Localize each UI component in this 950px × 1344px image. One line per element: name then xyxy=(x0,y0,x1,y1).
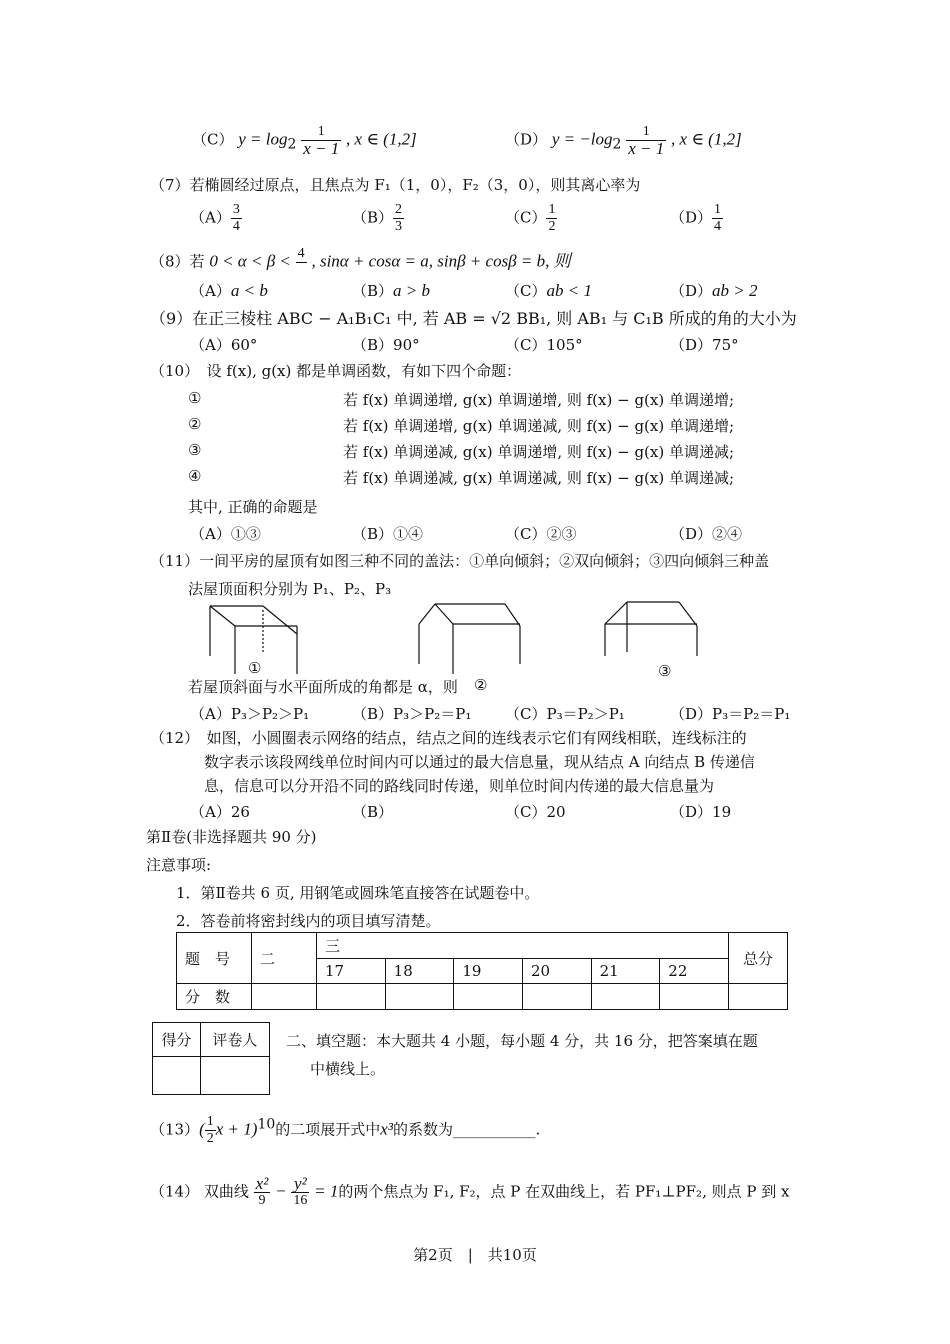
q10-proposition-2: 若 f(x) 单调递增, g(x) 单调递减, 则 f(x) − g(x) 单调递增; xyxy=(343,417,735,435)
q9-stem: （9）在正三棱柱 ABC − A₁B₁C₁ 中, 若 AB = √2 BB₁, 则 AB₁ 与 C₁B 所成的角的大小为 xyxy=(150,309,797,328)
q13-answer-blank[interactable]: ___________. xyxy=(452,1120,541,1139)
q10-marker-1: ① xyxy=(188,389,202,407)
q12-line1: （12） 如图，小圆圈表示网络的结点，结点之间的连线表示它们有网线相联，连线标注的 xyxy=(150,729,747,747)
part2-notice: 注意事项: xyxy=(146,856,212,874)
score-table-sub-col: 18 xyxy=(385,959,454,984)
score-table-total: 总分 xyxy=(729,933,788,984)
q10-conclusion: 其中, 正确的命题是 xyxy=(188,498,318,516)
q11-option-c: （C）P₃＝P₂＞P₁ xyxy=(505,705,625,723)
score-cell[interactable] xyxy=(729,984,788,1010)
q7-option-c: （C） $\frac{1}{2}$ xyxy=(505,202,556,234)
q7-option-a: （A） $\frac{3}{4}$ xyxy=(190,202,240,234)
q12-option-b: （B） xyxy=(352,803,394,821)
roof-figure-four-slope xyxy=(605,602,697,656)
score-table-sub-col: 20 xyxy=(522,959,591,984)
q6-option-d: （D） $y = -\log_2$ $\frac{1}{x - 1}$ , x ∈ (1,2] xyxy=(505,124,742,158)
q11-option-a: （A）P₃＞P₂＞P₁ xyxy=(190,705,310,723)
q7-option-d: （D） $\frac{1}{4}$ xyxy=(670,202,722,234)
grader-reviewer-cell[interactable] xyxy=(200,1057,269,1095)
q11-fig3-label: ③ xyxy=(658,662,672,680)
score-table xyxy=(176,932,788,1010)
grader-reviewer-label: 评卷人 xyxy=(200,1023,269,1057)
score-cell[interactable] xyxy=(660,984,729,1010)
q10-marker-2: ② xyxy=(188,415,202,433)
q9-option-a: （A）60° xyxy=(190,336,258,354)
q10-option-d: （D）②④ xyxy=(670,525,743,543)
q11-stem-line2: 法屋顶面积分别为 P₁、P₂、P₃ xyxy=(188,580,392,598)
q7-stem: （7）若椭圆经过原点，且焦点为 F₁（1，0），F₂（3，0），则其离心率为 xyxy=(150,176,641,194)
q12-option-c: （C）20 xyxy=(505,803,566,821)
section2-heading-line2: 中横线上。 xyxy=(310,1060,386,1078)
q11-option-d: （D）P₃＝P₂＝P₁ xyxy=(670,705,791,723)
q12-option-a: （A）26 xyxy=(190,803,250,821)
q11-fig2-label: ② xyxy=(474,676,488,694)
q10-option-b: （B）①④ xyxy=(352,525,424,543)
grader-score-label: 得分 xyxy=(153,1023,201,1057)
score-table-col-two: 二 xyxy=(252,933,317,984)
score-table-col-three: 三 xyxy=(317,933,729,959)
q8-option-b: （B）a > b xyxy=(352,281,431,300)
part2-note1: 1．第Ⅱ卷共 6 页, 用钢笔或圆珠笔直接答在试题卷中。 xyxy=(176,884,540,902)
roof-figure-double-slope xyxy=(419,604,520,674)
q10-stem: （10） 设 f(x), g(x) 都是单调函数，有如下四个命题： xyxy=(150,362,522,380)
q10-option-a: （A）①③ xyxy=(190,525,261,543)
q11-roof-figures xyxy=(195,596,735,676)
score-cell[interactable] xyxy=(385,984,454,1010)
q10-marker-4: ④ xyxy=(188,467,202,485)
q12-line3: 息，信息可以分开沿不同的路线同时传递，则单位时间内传递的最大信息量为 xyxy=(204,777,715,795)
q10-marker-3: ③ xyxy=(188,441,202,459)
score-cell[interactable] xyxy=(454,984,523,1010)
score-table-sub-col: 19 xyxy=(454,959,523,984)
q9-option-b: （B）90° xyxy=(352,336,420,354)
q10-proposition-4: 若 f(x) 单调递减, g(x) 单调递减, 则 f(x) − g(x) 单调递减; xyxy=(343,469,735,487)
q13: （13）( $\frac{1}{2}$ x + 1)$^{10}$的二项展开式中x³的系数为___________. xyxy=(150,1114,541,1146)
q14: （14） 双曲线 $\frac{\text{x²}}{9}$ − $\frac{\text{y²}}{16}$ = 1的两个焦点为 F₁, F₂，点 P 在双曲线上，若 PF₁⊥PF₂, 则点 P 到 x xyxy=(150,1174,790,1208)
q11-stem-line1: （11）一间平房的屋顶有如图三种不同的盖法：①单向倾斜；②双向倾斜；③四向倾斜三种盖 xyxy=(150,552,770,570)
q10-proposition-1: 若 f(x) 单调递增, g(x) 单调递增, 则 f(x) − g(x) 单调递增; xyxy=(343,391,735,409)
page-footer: 第2页 | 共10页 xyxy=(413,1246,537,1264)
grader-score-cell[interactable] xyxy=(153,1057,201,1095)
q11-option-b: （B）P₃＞P₂＝P₁ xyxy=(352,705,472,723)
score-cell[interactable] xyxy=(522,984,591,1010)
score-table-header-label: 题 号 xyxy=(177,933,252,984)
q11-fig1-label: ① xyxy=(248,659,262,677)
score-table-row-label: 分 数 xyxy=(177,984,252,1010)
score-cell[interactable] xyxy=(252,984,317,1010)
q12-option-d: （D）19 xyxy=(670,803,732,821)
q8-option-c: （C）ab < 1 xyxy=(505,281,592,300)
q8-option-d: （D）ab > 2 xyxy=(670,281,758,300)
q10-option-c: （C）②③ xyxy=(505,525,577,543)
score-table-sub-col: 17 xyxy=(317,959,386,984)
q8-option-a: （A）a < b xyxy=(190,281,268,300)
part2-title: 第Ⅱ卷(非选择题共 90 分) xyxy=(146,828,317,846)
q10-proposition-3: 若 f(x) 单调递减, g(x) 单调递增, 则 f(x) − g(x) 单调递减; xyxy=(343,443,735,461)
score-cell[interactable] xyxy=(591,984,660,1010)
section2-heading-line1: 二、填空题：本大题共 4 小题，每小题 4 分，共 16 分，把答案填在题 xyxy=(286,1032,758,1050)
q11-condition: 若屋顶斜面与水平面所成的角都是 α，则 xyxy=(188,678,458,696)
score-table-sub-col: 22 xyxy=(660,959,729,984)
q6-option-c: （C） $y = \log_2$ $\frac{1}{x - 1}$ , x ∈ (1,2] xyxy=(192,124,417,158)
q9-option-c: （C）105° xyxy=(505,336,583,354)
score-table-sub-col: 21 xyxy=(591,959,660,984)
grader-box xyxy=(152,1022,270,1095)
score-cell[interactable] xyxy=(317,984,386,1010)
q8-stem: （8）若 0 < α < β < 4 , sinα + cosα = a, sinβ + cosβ = b, 则 xyxy=(150,246,571,271)
q9-option-d: （D）75° xyxy=(670,336,739,354)
q7-option-b: （B） $\frac{2}{3}$ xyxy=(352,202,403,234)
part2-note2: 2．答卷前将密封线内的项目填写清楚。 xyxy=(176,912,441,930)
q12-line2: 数字表示该段网线单位时间内可以通过的最大信息量，现从结点 A 向结点 B 传递信 xyxy=(204,753,755,771)
